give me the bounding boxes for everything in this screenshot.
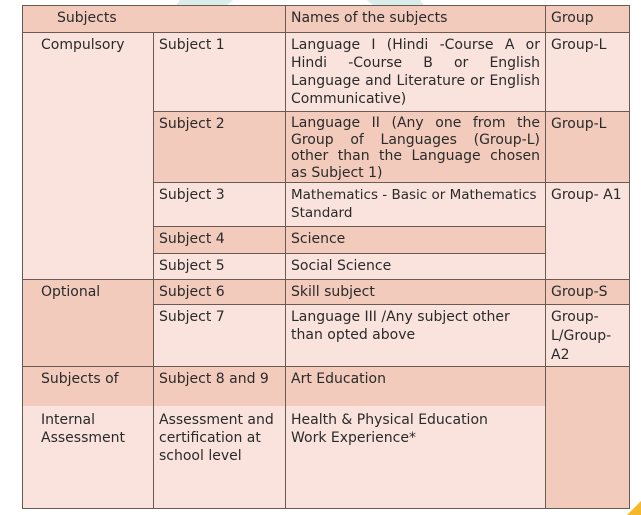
subject-name-cell: Language II (Any one from the Group of Languages (Group-L) other than the Language chosen as Subject 1) bbox=[285, 111, 546, 183]
group-cell: Group- A1 bbox=[545, 182, 630, 280]
subject-cell: Subject 7 bbox=[153, 304, 286, 367]
subject-name-cell: Language I (Hindi -Course A or Hindi -Course B or English Language and Literature or English Communicative) bbox=[285, 32, 546, 112]
page-corner-decoration bbox=[627, 501, 641, 515]
subject-cell: Subject 6 bbox=[153, 279, 286, 305]
category-internal-line2: Internal Assessment bbox=[22, 406, 154, 509]
internal-name-cell: Health & Physical Education Work Experience* bbox=[285, 406, 546, 509]
subject-cell: Subject 1 bbox=[153, 32, 286, 112]
header-names: Names of the subjects bbox=[285, 5, 546, 33]
subject-name-cell: Art Education bbox=[285, 366, 546, 407]
category-compulsory: Compulsory bbox=[22, 32, 154, 280]
subject-cell: Subject 8 and 9 bbox=[153, 366, 286, 407]
category-optional: Optional bbox=[22, 279, 154, 367]
header-group: Group bbox=[545, 5, 630, 33]
header-subjects: Subjects bbox=[22, 5, 286, 33]
internal-subject-cell: Assessment and certification at school level bbox=[153, 406, 286, 509]
group-cell: Group-L bbox=[545, 32, 630, 112]
category-internal-line1: Subjects of bbox=[22, 366, 154, 407]
subject-name-cell: Mathematics - Basic or Mathematics Standard bbox=[285, 182, 546, 227]
group-cell: Group-S bbox=[545, 279, 630, 305]
subject-cell: Subject 2 bbox=[153, 111, 286, 183]
subject-cell: Subject 4 bbox=[153, 226, 286, 254]
group-cell: Group-L bbox=[545, 111, 630, 183]
subject-name-cell: Science bbox=[285, 226, 546, 254]
subject-name-cell: Language III /Any subject other than opted above bbox=[285, 304, 546, 367]
group-cell-empty bbox=[545, 366, 630, 509]
subject-cell: Subject 5 bbox=[153, 253, 286, 280]
group-cell: Group- L/Group- A2 bbox=[545, 304, 630, 367]
subject-cell: Subject 3 bbox=[153, 182, 286, 227]
subject-name-cell: Skill subject bbox=[285, 279, 546, 305]
subject-name-cell: Social Science bbox=[285, 253, 546, 280]
